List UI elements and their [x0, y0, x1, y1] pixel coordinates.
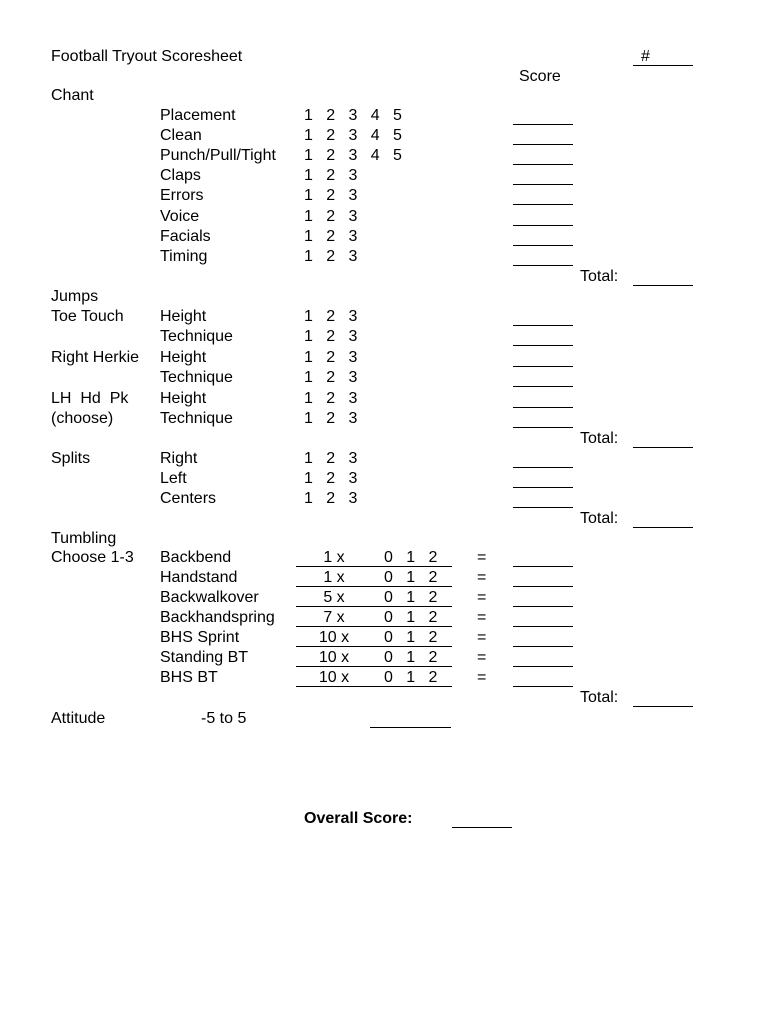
score-field[interactable]: [513, 204, 573, 205]
criterion-label: Punch/Pull/Tight: [160, 147, 276, 164]
criterion-label: Clean: [160, 127, 202, 144]
multiplier: 7 x: [323, 609, 345, 626]
rating-scale[interactable]: 1 2 3: [304, 369, 358, 386]
multiplier: 10 x: [318, 629, 350, 646]
score-field[interactable]: [513, 487, 573, 488]
rating-scale[interactable]: 0 1 2: [384, 609, 438, 626]
section-label-tumbling: Tumbling: [51, 530, 117, 547]
number-label: #: [641, 48, 650, 65]
score-field[interactable]: [513, 184, 573, 185]
score-field[interactable]: [513, 467, 573, 468]
multiplier: 1 x: [323, 549, 345, 566]
skill-label: Backhandspring: [160, 609, 275, 626]
rating-scale[interactable]: 1 2 3: [304, 248, 358, 265]
score-field[interactable]: [513, 245, 573, 246]
criterion-label: Height: [160, 349, 207, 366]
equals-sign: =: [477, 569, 487, 586]
multiplier: 5 x: [323, 589, 345, 606]
rating-scale[interactable]: 0 1 2: [384, 549, 438, 566]
equals-sign: =: [477, 549, 487, 566]
score-field[interactable]: [513, 666, 573, 667]
equals-sign: =: [477, 669, 487, 686]
rating-scale[interactable]: 1 2 3: [304, 450, 358, 467]
rating-scale[interactable]: 1 2 3: [304, 308, 358, 325]
jump-type-label: Right Herkie: [51, 349, 140, 366]
score-field[interactable]: [513, 144, 573, 145]
jump-type-label: Toe Touch: [51, 308, 124, 325]
criterion-label: Claps: [160, 167, 201, 184]
skill-label: BHS Sprint: [160, 629, 240, 646]
skill-label: Backwalkover: [160, 589, 259, 606]
rating-scale[interactable]: 0 1 2: [384, 569, 438, 586]
jumps-total-field[interactable]: [633, 447, 693, 448]
rating-scale[interactable]: 0 1 2: [384, 669, 438, 686]
score-field[interactable]: [513, 626, 573, 627]
equals-sign: =: [477, 589, 487, 606]
skill-label: BHS BT: [160, 669, 218, 686]
criterion-label: Technique: [160, 410, 233, 427]
section-label-chant: Chant: [51, 87, 94, 104]
splits-total-label: Total:: [580, 510, 619, 527]
criterion-label: Timing: [160, 248, 208, 265]
row-underline: [296, 586, 452, 587]
score-field[interactable]: [513, 124, 573, 125]
score-field[interactable]: [513, 345, 573, 346]
criterion-label: Facials: [160, 228, 211, 245]
score-header: Score: [519, 68, 561, 85]
rating-scale[interactable]: 1 2 3 4 5: [304, 127, 402, 144]
criterion-label: Errors: [160, 187, 204, 204]
score-field[interactable]: [513, 265, 573, 266]
rating-scale[interactable]: 1 2 3: [304, 167, 358, 184]
multiplier: 10 x: [318, 669, 350, 686]
section-label-attitude: Attitude: [51, 710, 106, 727]
score-field[interactable]: [513, 566, 573, 567]
score-field[interactable]: [513, 164, 573, 165]
score-field[interactable]: [513, 325, 573, 326]
rating-scale[interactable]: 1 2 3: [304, 328, 358, 345]
criterion-label: Voice: [160, 208, 200, 225]
criterion-label: Technique: [160, 328, 233, 345]
rating-scale[interactable]: 1 2 3: [304, 208, 358, 225]
attitude-range: -5 to 5: [201, 710, 247, 727]
row-underline: [296, 646, 452, 647]
section-label-jumps: Jumps: [51, 288, 99, 305]
rating-scale[interactable]: 0 1 2: [384, 629, 438, 646]
score-field[interactable]: [513, 686, 573, 687]
equals-sign: =: [477, 649, 487, 666]
jump-type-sublabel: (choose): [51, 410, 114, 427]
rating-scale[interactable]: 1 2 3: [304, 187, 358, 204]
rating-scale[interactable]: 1 2 3 4 5: [304, 147, 402, 164]
rating-scale[interactable]: 1 2 3: [304, 349, 358, 366]
tumbling-total-field[interactable]: [633, 706, 693, 707]
criterion-label: Placement: [160, 107, 236, 124]
multiplier: 1 x: [323, 569, 345, 586]
row-underline: [296, 626, 452, 627]
chant-total-field[interactable]: [633, 285, 693, 286]
score-field[interactable]: [513, 586, 573, 587]
rating-scale[interactable]: 1 2 3: [304, 490, 358, 507]
score-field[interactable]: [513, 646, 573, 647]
score-field[interactable]: [513, 386, 573, 387]
rating-scale[interactable]: 1 2 3: [304, 470, 358, 487]
rating-scale[interactable]: 1 2 3: [304, 228, 358, 245]
rating-scale[interactable]: 0 1 2: [384, 589, 438, 606]
score-field[interactable]: [513, 507, 573, 508]
section-label-splits: Splits: [51, 450, 91, 467]
jump-type-label: LH Hd Pk: [51, 390, 129, 407]
row-underline: [296, 566, 452, 567]
tumbling-total-label: Total:: [580, 689, 619, 706]
criterion-label: Left: [160, 470, 187, 487]
score-field[interactable]: [513, 606, 573, 607]
criterion-label: Height: [160, 390, 207, 407]
number-field[interactable]: [633, 65, 693, 66]
score-field[interactable]: [513, 407, 573, 408]
attitude-score-field[interactable]: [370, 727, 451, 728]
score-field[interactable]: [513, 366, 573, 367]
criterion-label: Technique: [160, 369, 233, 386]
chant-total-label: Total:: [580, 268, 619, 285]
criterion-label: Right: [160, 450, 198, 467]
score-field[interactable]: [513, 427, 573, 428]
overall-score-label: Overall Score:: [304, 810, 413, 827]
rating-scale[interactable]: 0 1 2: [384, 649, 438, 666]
score-field[interactable]: [513, 225, 573, 226]
row-underline: [296, 686, 452, 687]
criterion-label: Centers: [160, 490, 217, 507]
criterion-label: Height: [160, 308, 207, 325]
page-title: Football Tryout Scoresheet: [51, 48, 243, 65]
equals-sign: =: [477, 609, 487, 626]
row-underline: [296, 606, 452, 607]
skill-label: Standing BT: [160, 649, 249, 666]
skill-label: Handstand: [160, 569, 238, 586]
splits-total-field[interactable]: [633, 527, 693, 528]
jumps-total-label: Total:: [580, 430, 619, 447]
rating-scale[interactable]: 1 2 3: [304, 390, 358, 407]
rating-scale[interactable]: 1 2 3 4 5: [304, 107, 402, 124]
skill-label: Backbend: [160, 549, 232, 566]
row-underline: [296, 666, 452, 667]
equals-sign: =: [477, 629, 487, 646]
tumbling-sublabel: Choose 1-3: [51, 549, 134, 566]
rating-scale[interactable]: 1 2 3: [304, 410, 358, 427]
multiplier: 10 x: [318, 649, 350, 666]
overall-score-field[interactable]: [452, 827, 512, 828]
